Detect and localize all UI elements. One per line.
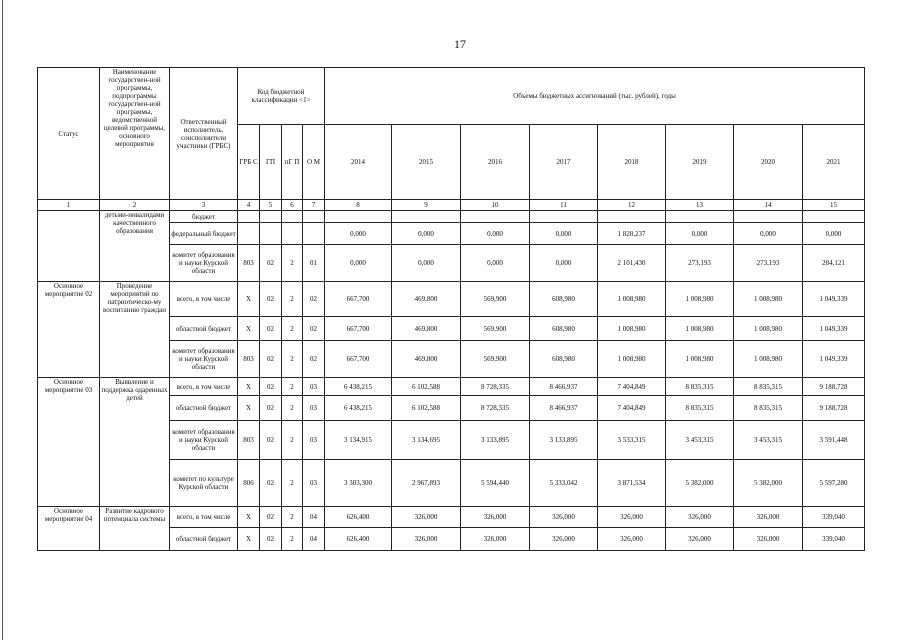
cell-value: 569,900 [461,317,530,341]
row-executor: всего, в том числе [170,507,238,528]
cell-value: 6 102,588 [392,378,461,396]
cell-value: 8 466,937 [530,378,598,396]
cell-value: 1 049,339 [803,282,865,317]
cell-om: 02 [303,317,325,341]
cell-value: 0,000 [734,223,803,245]
cell-value: 6 102,588 [392,396,461,421]
cell-value: 5 382,000 [734,460,803,507]
cell-value: 326,000 [734,507,803,528]
cell-value: 569,900 [461,282,530,317]
row-executor: комитет образования и науки Курской области [170,245,238,282]
row-executor: комитет по культуре Курской области [170,460,238,507]
cell-value: 3 591,448 [803,421,865,460]
cell-om: 03 [303,396,325,421]
cell-gp: 02 [260,341,282,378]
cell-value: 3 134,915 [325,421,392,460]
cell-value: 339,040 [803,507,865,528]
cell-value: 6 438,215 [325,396,392,421]
header-year: 2018 [598,125,666,200]
cell-value: 5 594,440 [461,460,530,507]
cell-value: 0,000 [530,223,598,245]
cell-value: 0,000 [461,223,530,245]
row-executor: федеральный бюджет [170,223,238,245]
cell-value: 0,000 [461,245,530,282]
cell-grbs: Х [238,378,260,396]
cell-value: 273,193 [666,245,734,282]
column-number: 9 [392,200,461,211]
row-status: Основное мероприятие 02 [38,282,100,378]
cell-om: 02 [303,341,325,378]
header-code-pgp: пГ П [282,125,303,200]
cell-value: 667,700 [325,341,392,378]
cell-value: 326,000 [598,528,666,551]
cell-grbs [238,223,260,245]
cell-value [392,211,461,223]
header-year: 2016 [461,125,530,200]
cell-value: 8 835,315 [734,378,803,396]
cell-grbs: Х [238,507,260,528]
cell-value: 8 728,335 [461,378,530,396]
cell-value: 1 049,339 [803,341,865,378]
cell-value: 1 008,980 [666,341,734,378]
cell-value: 326,000 [461,507,530,528]
header-year: 2020 [734,125,803,200]
cell-value: 3 134,695 [392,421,461,460]
cell-value [461,211,530,223]
cell-gp: 02 [260,528,282,551]
cell-pgp [282,223,303,245]
row-program-name: Развитие кадрового потенциала системы [100,507,170,551]
cell-value: 3 303,300 [325,460,392,507]
cell-gp: 02 [260,317,282,341]
cell-grbs: 803 [238,245,260,282]
header-year: 2017 [530,125,598,200]
cell-value: 1 008,980 [598,317,666,341]
cell-value: 0,000 [392,223,461,245]
cell-om [303,223,325,245]
cell-value: 5 382,000 [666,460,734,507]
row-executor: областной бюджет [170,396,238,421]
cell-om: 02 [303,282,325,317]
cell-value [530,211,598,223]
cell-value: 1 008,980 [666,317,734,341]
cell-pgp: 2 [282,341,303,378]
cell-value: 273,193 [734,245,803,282]
cell-grbs [238,211,260,223]
cell-gp: 02 [260,245,282,282]
cell-gp [260,223,282,245]
cell-value: 3 133,895 [530,421,598,460]
cell-value: 0,000 [325,223,392,245]
page-edge-line [2,0,3,640]
row-executor: комитет образования и науки Курской области [170,421,238,460]
cell-value: 2 101,430 [598,245,666,282]
header-code-grbs: ГРБ С [238,125,260,200]
cell-value: 326,000 [598,507,666,528]
column-number: 4 [238,200,260,211]
cell-value: 3 453,315 [734,421,803,460]
cell-grbs: 803 [238,421,260,460]
cell-value: 326,000 [530,528,598,551]
cell-pgp: 2 [282,528,303,551]
row-executor: областной бюджет [170,528,238,551]
cell-value: 1 008,980 [734,282,803,317]
cell-gp [260,211,282,223]
cell-pgp: 2 [282,378,303,396]
row-executor: всего, в том числе [170,378,238,396]
cell-grbs: 806 [238,460,260,507]
cell-grbs: Х [238,282,260,317]
cell-value: 8 835,315 [666,378,734,396]
header-budget-volumes: Объемы бюджетных ассигнований (тыс. рублей), годы [325,68,865,125]
column-number: 3 [170,200,238,211]
cell-value: 5 333,042 [530,460,598,507]
cell-value: 469,800 [392,341,461,378]
column-number: 5 [260,200,282,211]
header-code-om: О М [303,125,325,200]
cell-value: 608,980 [530,282,598,317]
cell-gp: 02 [260,421,282,460]
cell-value [598,211,666,223]
cell-value: 326,000 [666,507,734,528]
cell-grbs: 803 [238,341,260,378]
cell-pgp: 2 [282,245,303,282]
row-executor: областной бюджет [170,317,238,341]
column-number: 2 [100,200,170,211]
cell-value: 1 049,339 [803,317,865,341]
cell-value: 1 008,980 [598,341,666,378]
cell-value: 326,000 [734,528,803,551]
column-number: 12 [598,200,666,211]
cell-value: 7 404,849 [598,378,666,396]
cell-om: 04 [303,528,325,551]
cell-value: 326,000 [461,528,530,551]
row-executor: всего, в том числе [170,282,238,317]
column-number: 7 [303,200,325,211]
cell-gp: 02 [260,396,282,421]
cell-gp: 02 [260,282,282,317]
cell-value: 469,800 [392,317,461,341]
cell-value: 326,000 [392,507,461,528]
cell-grbs: Х [238,528,260,551]
cell-value: 8 466,937 [530,396,598,421]
cell-value: 7 404,849 [598,396,666,421]
cell-value: 3 533,315 [598,421,666,460]
page-number: 17 [454,37,466,51]
cell-om: 03 [303,378,325,396]
cell-value: 626,400 [325,528,392,551]
cell-value: 8 728,335 [461,396,530,421]
header-year: 2021 [803,125,865,200]
column-number: 1 [38,200,100,211]
cell-value: 339,040 [803,528,865,551]
cell-om: 04 [303,507,325,528]
cell-value: 2 967,893 [392,460,461,507]
cell-om: 03 [303,421,325,460]
cell-gp: 02 [260,378,282,396]
row-program-name: Проведение мероприятий по патриотическо-му воспитанию граждан [100,282,170,378]
cell-value: 0,000 [530,245,598,282]
row-status: Основное мероприятие 03 [38,378,100,507]
cell-value: 1 828,237 [598,223,666,245]
cell-value: 667,700 [325,282,392,317]
cell-pgp: 2 [282,282,303,317]
cell-om: 01 [303,245,325,282]
row-executor: комитет образования и науки Курской области [170,341,238,378]
cell-value: 326,000 [392,528,461,551]
column-number: 8 [325,200,392,211]
header-year: 2014 [325,125,392,200]
header-executor: Ответственный исполнитель, соисполнители участники (ГРБС) [170,68,238,200]
column-number: 10 [461,200,530,211]
cell-value: 608,980 [530,317,598,341]
cell-om: 03 [303,460,325,507]
cell-value: 9 188,728 [803,378,865,396]
cell-grbs: Х [238,396,260,421]
cell-value: 6 438,215 [325,378,392,396]
cell-value: 469,800 [392,282,461,317]
cell-value: 8 835,315 [666,396,734,421]
cell-value: 284,121 [803,245,865,282]
cell-value: 667,700 [325,317,392,341]
header-budget-code: Код бюджетной классификации <1> [238,68,325,125]
row-executor: бюджет [170,211,238,223]
cell-value: 3 133,895 [461,421,530,460]
cell-value: 326,000 [666,528,734,551]
cell-pgp [282,211,303,223]
cell-value [803,211,865,223]
cell-value: 9 188,728 [803,396,865,421]
column-number: 14 [734,200,803,211]
header-code-gp: ГП [260,125,282,200]
cell-grbs: Х [238,317,260,341]
row-program-name: Выявление и поддержка одаренных детей [100,378,170,507]
cell-pgp: 2 [282,460,303,507]
row-status: Основное мероприятие 04 [38,507,100,551]
row-program-name: детьми-инвалидами качественного образования [100,211,170,282]
cell-value: 0,000 [392,245,461,282]
cell-value: 1 008,980 [666,282,734,317]
budget-table [37,67,865,551]
cell-value: 608,980 [530,341,598,378]
cell-pgp: 2 [282,421,303,460]
cell-value: 626,400 [325,507,392,528]
header-status: Статус [38,68,100,200]
column-number: 11 [530,200,598,211]
cell-pgp: 2 [282,507,303,528]
cell-value: 1 008,980 [598,282,666,317]
cell-value: 3 871,534 [598,460,666,507]
cell-pgp: 2 [282,317,303,341]
cell-value: 0,000 [666,223,734,245]
header-program-name: Наименование государствен-ной программы, подпрограммы государствен-ной программы, ведомственной целевой программы, основного мероприятия [100,68,170,200]
cell-value [325,211,392,223]
header-year: 2015 [392,125,461,200]
column-number: 15 [803,200,865,211]
column-number: 6 [282,200,303,211]
cell-value: 326,000 [530,507,598,528]
cell-gp: 02 [260,460,282,507]
cell-pgp: 2 [282,396,303,421]
row-status [38,211,100,282]
cell-value: 8 835,315 [734,396,803,421]
cell-value: 569,900 [461,341,530,378]
cell-value: 0,000 [325,245,392,282]
cell-value [734,211,803,223]
cell-value: 0,000 [803,223,865,245]
cell-value: 5 597,280 [803,460,865,507]
cell-value: 1 008,980 [734,341,803,378]
header-year: 2019 [666,125,734,200]
cell-value: 1 008,980 [734,317,803,341]
cell-om [303,211,325,223]
cell-value: 3 453,315 [666,421,734,460]
cell-gp: 02 [260,507,282,528]
cell-value [666,211,734,223]
column-number: 13 [666,200,734,211]
